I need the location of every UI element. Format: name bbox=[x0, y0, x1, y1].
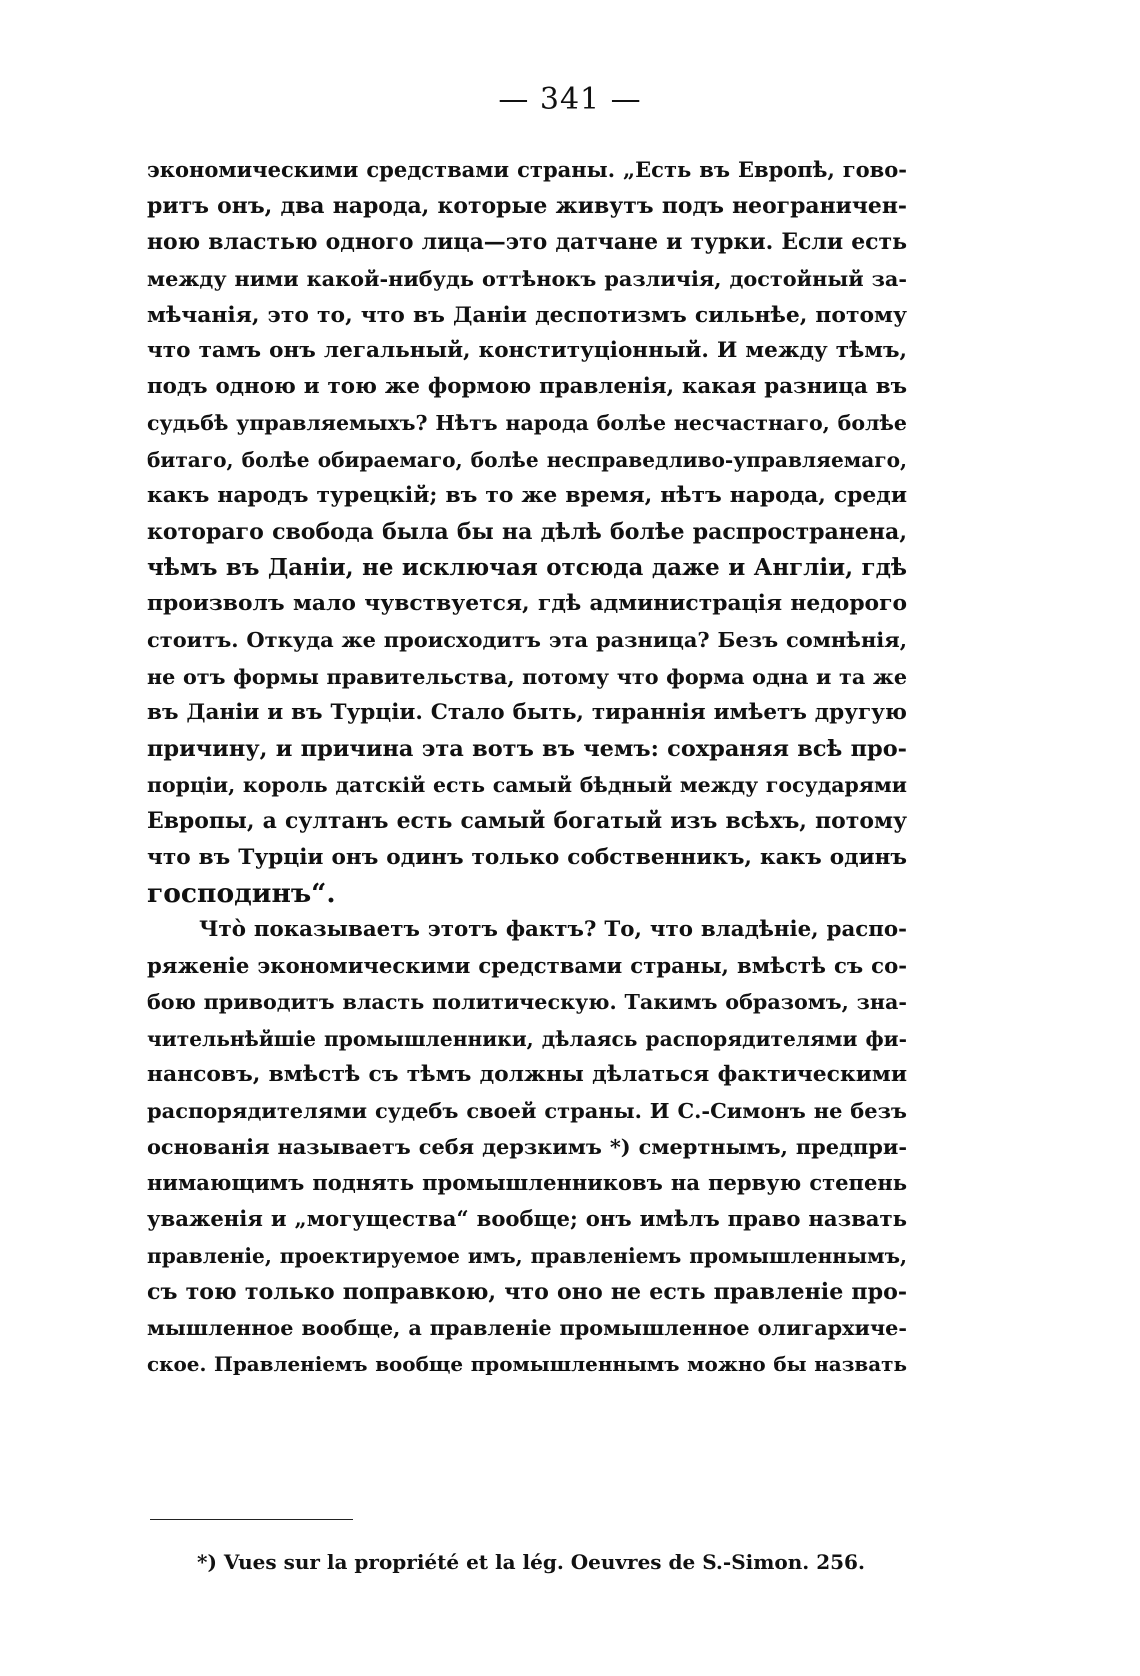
text-line: мышленное вообще, а правленіе промышленное олигархиче- bbox=[147, 1315, 907, 1340]
paragraph-2 bbox=[147, 912, 907, 1382]
text-line: между ними какой-нибудь оттѣнокъ различія, достойный за- bbox=[147, 265, 907, 291]
footnote-divider bbox=[150, 1519, 353, 1520]
text-line: основанія называетъ себя дерзкимъ *) смертнымъ, предпри- bbox=[147, 1134, 907, 1160]
text-line: чѣмъ въ Даніи, не исключая отсюда даже и Англіи, гдѣ bbox=[147, 554, 907, 582]
text-line: мѣчанія, это то, что въ Даніи деспотизмъ сильнѣе, потому bbox=[147, 301, 907, 328]
page-number: — 341 — bbox=[498, 82, 642, 117]
text-line: ною властью одного лица—это датчане и турки. Если есть bbox=[147, 229, 907, 256]
text-line: бою приводитъ власть политическую. Такимъ образомъ, зна- bbox=[147, 990, 907, 1015]
text-line: ритъ онъ, два народа, которые живутъ подъ неограничен- bbox=[147, 193, 907, 220]
text-line: стоитъ. Откуда же происходитъ эта разница? Безъ сомнѣнія, bbox=[147, 627, 907, 653]
text-line: экономическими средствами страны. „Есть въ Европѣ, гово- bbox=[147, 157, 907, 182]
text-line: причину, и причина эта вотъ въ чемъ: сохраняя всѣ про- bbox=[147, 736, 907, 762]
text-line: нимающимъ поднять промышленниковъ на первую степень bbox=[147, 1170, 907, 1196]
text-line: чительнѣйшіе промышленники, дѣлаясь распорядителями фи- bbox=[147, 1026, 907, 1051]
body-text bbox=[147, 152, 907, 1382]
text-line: что тамъ онъ легальный, конституціонный. И между тѣмъ, bbox=[147, 337, 907, 363]
text-line: котораго свобода была бы на дѣлѣ болѣе распространена, bbox=[147, 518, 907, 545]
text-line: порціи, король датскій есть самый бѣдный между государями bbox=[147, 773, 907, 798]
text-line: судьбѣ управляемыхъ? Нѣтъ народа болѣе несчастнаго, болѣе bbox=[147, 411, 907, 436]
text-line: господинъ“. bbox=[147, 877, 336, 909]
text-line: распорядителями судебъ своей страны. И С.-Симонъ не безъ bbox=[147, 1097, 907, 1123]
text-line: въ Даніи и въ Турціи. Стало быть, тираннія имѣетъ другую bbox=[147, 699, 907, 725]
text-line: произволъ мало чувствуется, гдѣ администрація недорого bbox=[147, 591, 907, 617]
text-line: правленіе, проектируемое имъ, правленіемъ промышленнымъ, bbox=[147, 1243, 907, 1268]
text-line: Европы, а султанъ есть самый богатый изъ всѣхъ, потому bbox=[147, 808, 907, 835]
text-line: какъ народъ турецкій; въ то же время, нѣтъ народа, среди bbox=[147, 482, 907, 508]
footnote: *) Vues sur la propriété et la lég. Oeuvres de S.-Simon. 256. bbox=[197, 1550, 865, 1574]
text-line: подъ одною и тою же формою правленія, какая разница въ bbox=[147, 374, 907, 400]
text-line: съ тою только поправкою, что оно не есть правленіе про- bbox=[147, 1278, 907, 1305]
text-line: уваженія и „могущества“ вообще; онъ имѣлъ право назвать bbox=[147, 1206, 907, 1232]
paragraph-1 bbox=[147, 152, 907, 912]
text-line: не отъ формы правительства, потому что форма одна и та же bbox=[147, 664, 907, 689]
text-line: ряженіе экономическими средствами страны, вмѣстѣ съ со- bbox=[147, 953, 907, 979]
text-line: ское. Правленіемъ вообще промышленнымъ можно бы назвать bbox=[147, 1352, 907, 1377]
text-line: Что̀ показываетъ этотъ фактъ? То, что владѣніе, распо- bbox=[199, 916, 907, 942]
text-line: нансовъ, вмѣстѣ съ тѣмъ должны дѣлаться фактическими bbox=[147, 1061, 907, 1087]
text-line: что въ Турціи онъ одинъ только собственникъ, какъ одинъ bbox=[147, 844, 907, 870]
text-line: битаго, болѣе обираемаго, болѣе несправедливо-управляемаго, bbox=[147, 447, 907, 472]
